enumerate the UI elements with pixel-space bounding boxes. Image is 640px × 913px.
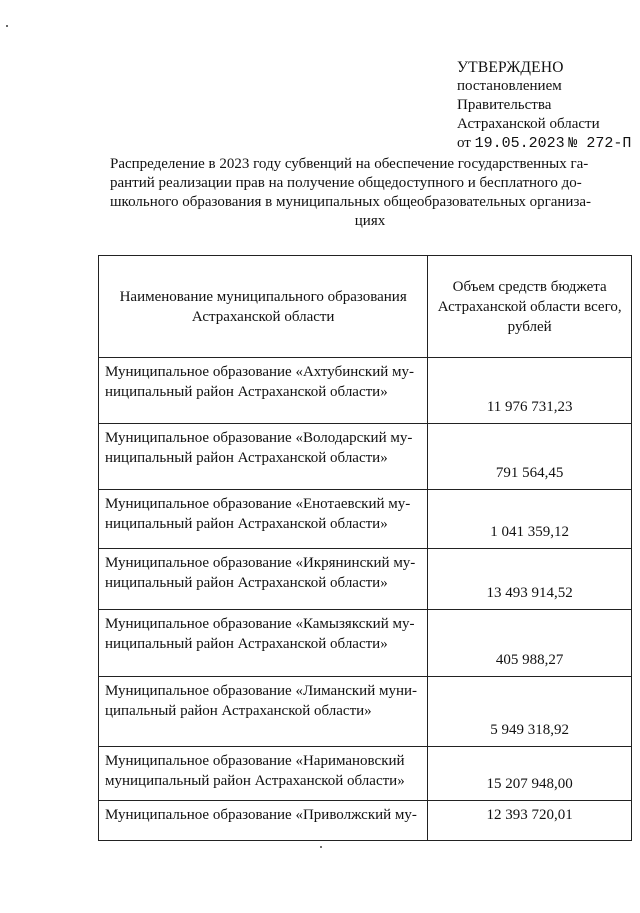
table-row [99,801,632,841]
row-amount: 13 493 914,52 [428,549,632,610]
row-amount: 5 949 318,92 [428,677,632,747]
table-header-row [99,256,632,358]
approval-line-3: Астраханской области [457,116,600,132]
row-name [99,549,428,610]
row-name [99,610,428,677]
row-name [99,677,428,747]
title-line-3: школьного образования в муниципальных общеобразовательных организа- [110,194,592,210]
table-row [99,747,632,801]
title-line-2: рантий реализации прав на получение общедоступного и бесплатного до- [110,175,582,191]
approval-heading: УТВЕРЖДЕНО [457,59,564,76]
scan-speck [320,846,322,848]
row-name-line: ниципальный район Астраханской области» [105,636,388,652]
row-name-line: Муниципальное образование «Енотаевский му- [105,496,411,512]
document-title [110,155,630,231]
row-name [99,747,428,801]
row-name-line: Муниципальное образование «Лиманский муни- [105,683,418,699]
row-name-line: ниципальный район Астраханской области» [105,450,388,466]
row-name-line: ниципальный район Астраханской области» [105,516,388,532]
row-name-line: ниципальный район Астраханской области» [105,575,388,591]
header-name: Наименование муниципального образования Астраханской области [99,256,428,358]
approval-date: 19.05.2023 [474,135,565,152]
row-name [99,424,428,490]
row-name-line: Муниципальное образование «Приволжский му- [105,807,417,823]
table-row [99,424,632,490]
approval-line-2: Правительства [457,97,552,113]
row-amount: 791 564,45 [428,424,632,490]
table-row [99,610,632,677]
scan-mark [6,25,8,27]
row-amount: 1 041 359,12 [428,490,632,549]
row-name [99,490,428,549]
table-row [99,549,632,610]
row-name-line: ниципальный район Астраханской области» [105,384,388,400]
row-name-line: ципальный район Астраханской области» [105,703,372,719]
row-name-line: Муниципальное образование «Володарский му- [105,430,413,446]
row-name-line: Муниципальное образование «Наримановский [105,753,405,769]
row-name-line: Муниципальное образование «Камызякский му- [105,616,415,632]
row-name-line: Муниципальное образование «Ахтубинский му- [105,364,415,380]
row-name [99,801,428,841]
approval-line-1: постановлением [457,78,562,94]
row-name-line: муниципальный район Астраханской области» [105,773,405,789]
title-line-4: циях [354,213,386,229]
approval-prefix: от [457,135,471,151]
approval-number: № 272-П [568,135,632,152]
header-amount: Объем средств бюджета Астраханской области всего, рублей [428,256,632,358]
title-line-1: Распределение в 2023 году субвенций на обеспечение государственных га- [110,156,589,172]
row-amount: 405 988,27 [428,610,632,677]
row-amount: 11 976 731,23 [428,358,632,424]
table-row [99,677,632,747]
table-row [99,358,632,424]
row-amount: 15 207 948,00 [428,747,632,801]
subsidy-table [98,255,632,841]
row-name [99,358,428,424]
table-row [99,490,632,549]
row-name-line: Муниципальное образование «Икрянинский му- [105,555,416,571]
row-amount: 12 393 720,01 [428,801,632,841]
approval-date-line [457,134,631,153]
approval-stamp [457,58,631,153]
